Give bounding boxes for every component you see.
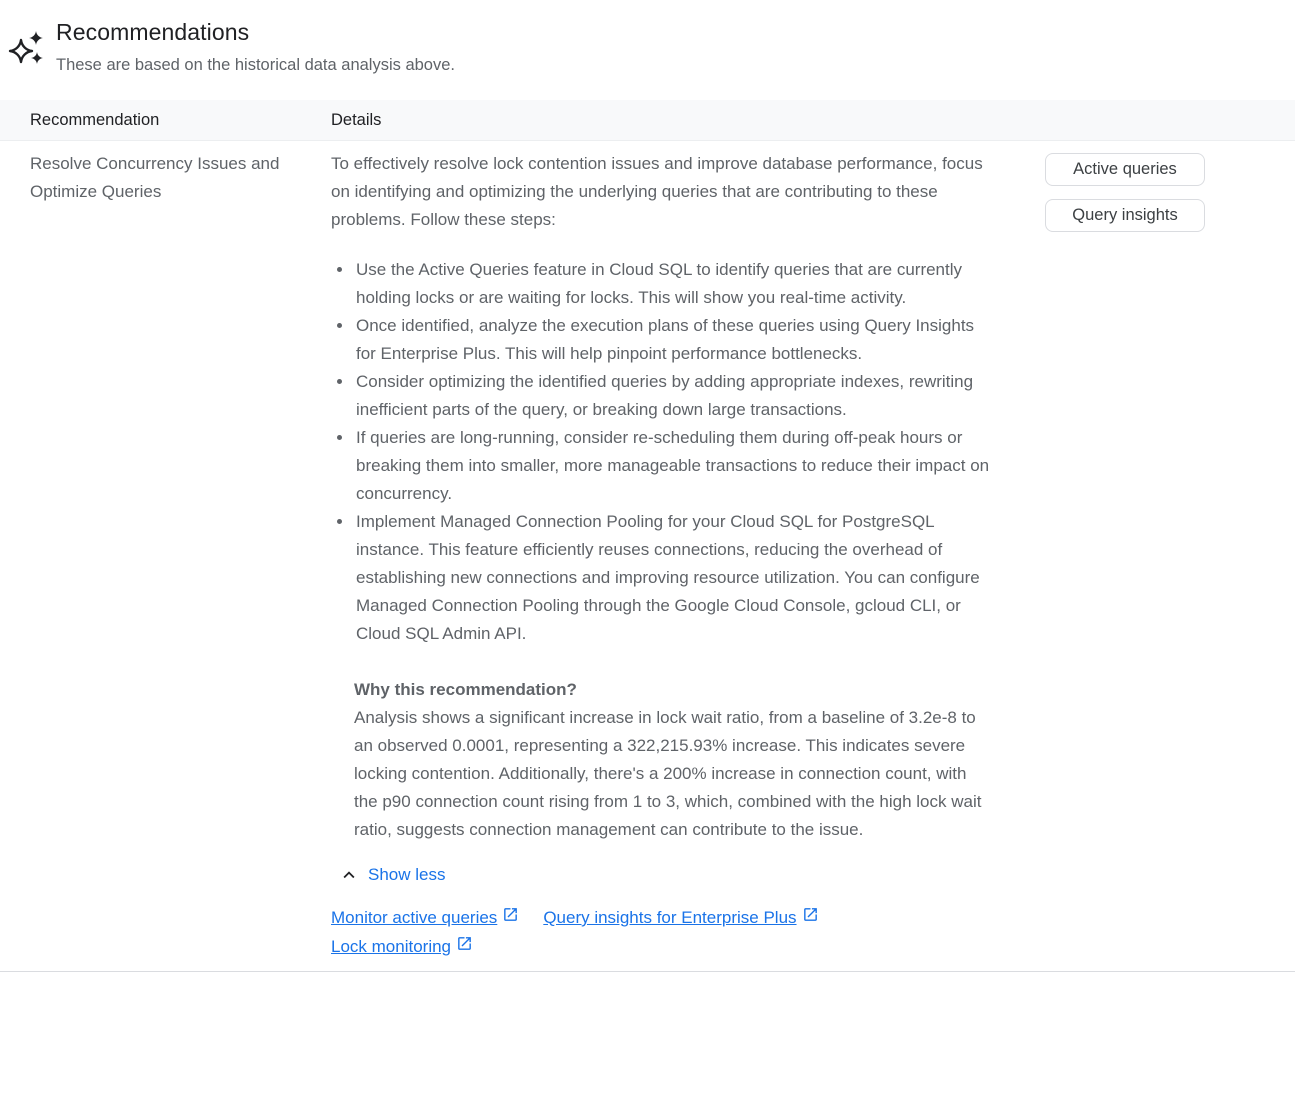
page-title: Recommendations bbox=[56, 19, 250, 45]
gemini-sparkle-icon bbox=[8, 27, 48, 67]
details-bullet-list bbox=[331, 256, 991, 648]
list-item: • Consider optimizing the identified queries by adding appropriate indexes, rewriting inefficient parts of the query, or breaking down large transactions. bbox=[354, 368, 991, 424]
open-in-new-icon bbox=[802, 903, 819, 932]
show-less-label: Show less bbox=[368, 865, 446, 884]
open-in-new-icon bbox=[456, 932, 473, 961]
column-header-recommendation: Recommendation bbox=[30, 110, 160, 129]
table-row bbox=[0, 141, 1295, 972]
show-less-button[interactable] bbox=[338, 864, 445, 886]
list-item: • Once identified, analyze the execution plans of these queries using Query Insights for Enterprise Plus. This will help pinpoint performance bottlenecks. bbox=[354, 312, 991, 368]
why-recommendation-heading: Why this recommendation? bbox=[354, 680, 577, 699]
why-recommendation-text: Analysis shows a significant increase in lock wait ratio, from a baseline of 3.2e-8 to an observed 0.0001, representing a 322,215.93% increase. This indicates severe locking contention. Additionally, there's a 200% increase in connection count, with the p90 connection count rising from 1 to 3, which, combined with the high lock wait ratio, suggests connection management can contribute to the issue. bbox=[354, 708, 982, 839]
page-subtitle: These are based on the historical data analysis above. bbox=[56, 56, 455, 74]
list-item: • Implement Managed Connection Pooling for your Cloud SQL for PostgreSQL instance. This feature efficiently reuses connections, reducing the overhead of establishing new connections and improving resource utilization. You can configure Managed Connection Pooling through the Google Cloud Console, gcloud CLI, or Cloud SQL Admin API. bbox=[354, 508, 991, 648]
list-item: • If queries are long-running, consider re-scheduling them during off-peak hours or breaking them into smaller, more manageable transactions to reduce their impact on concurrency. bbox=[354, 424, 991, 508]
recommendations-table bbox=[0, 100, 1295, 972]
list-item: • Use the Active Queries feature in Cloud SQL to identify queries that are currently holding locks or are waiting for locks. This will show you real-time activity. bbox=[354, 256, 991, 312]
chevron-up-icon bbox=[338, 864, 360, 886]
table-header-row bbox=[0, 100, 1295, 141]
action-chips bbox=[991, 150, 1295, 245]
details-intro: To effectively resolve lock contention issues and improve database performance, focus on identifying and optimizing the underlying queries that are contributing to these problems. Follow these steps: bbox=[331, 154, 983, 229]
details-cell bbox=[331, 150, 991, 961]
query-insights-chip[interactable]: Query insights bbox=[1045, 199, 1205, 232]
recommendation-title: Resolve Concurrency Issues and Optimize Queries bbox=[30, 154, 280, 201]
why-recommendation-section bbox=[354, 676, 991, 844]
link-monitor-active-queries[interactable]: Monitor active queries bbox=[331, 903, 519, 932]
column-header-details: Details bbox=[331, 110, 382, 129]
documentation-links bbox=[331, 903, 931, 961]
active-queries-chip[interactable]: Active queries bbox=[1045, 153, 1205, 186]
recommendations-header bbox=[0, 0, 1295, 75]
link-lock-monitoring[interactable]: Lock monitoring bbox=[331, 932, 473, 961]
link-query-insights-enterprise-plus[interactable]: Query insights for Enterprise Plus bbox=[543, 903, 818, 932]
open-in-new-icon bbox=[502, 903, 519, 932]
